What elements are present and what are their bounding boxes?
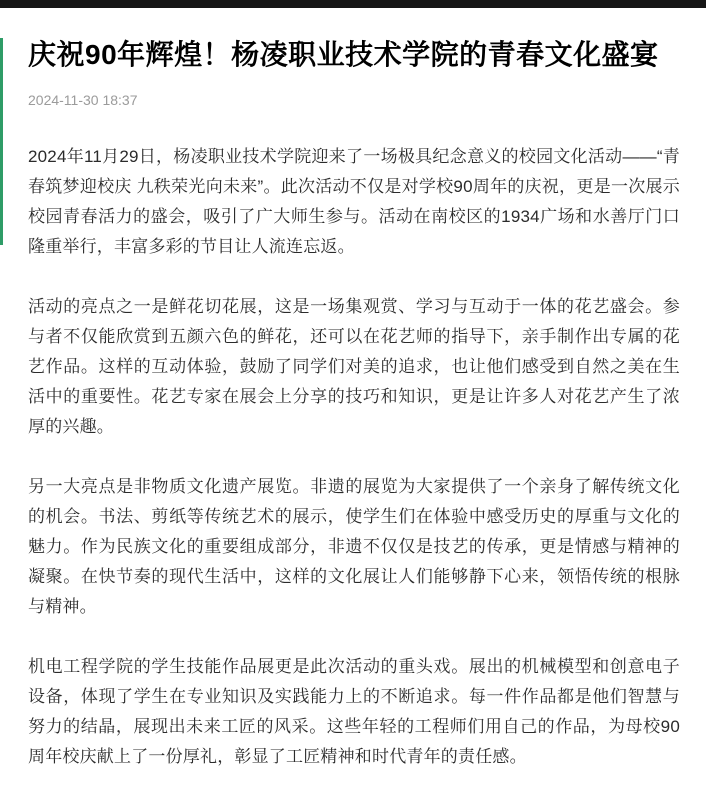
article-title: 庆祝90年辉煌！杨凌职业技术学院的青春文化盛宴 [28, 39, 659, 70]
article-paragraph: 机电工程学院的学生技能作品展更是此次活动的重头戏。展出的机械模型和创意电子设备，体现了学生在专业知识及实践能力上的不断追求。每一件作品都是他们智慧与努力的结晶，展现出未来工匠的风采。这些年轻的工程师们用自己的作品，为母校90周年校庆献上了一份厚礼，彰显了工匠精神和时代青年的责任感。 [28, 657, 680, 766]
article-date: 2024-11-30 18:37 [28, 92, 138, 108]
article-paragraph: 活动的亮点之一是鲜花切花展，这是一场集观赏、学习与互动于一体的花艺盛会。参与者不仅能欣赏到五颜六色的鲜花，还可以在花艺师的指导下，亲手制作出专属的花艺作品。这样的互动体验，鼓励了同学们对美的追求，也让他们感受到自然之美在生活中的重要性。花艺专家在展会上分享的技巧和知识，更是让许多人对花艺产生了浓厚的兴趣。 [28, 297, 680, 436]
article-paragraph: 2024年11月29日，杨凌职业技术学院迎来了一场极具纪念意义的校园文化活动——“青春筑梦迎校庆 九秩荣光向未来”。此次活动不仅是对学校90周年的庆祝，更是一次展示校园青春活力的盛会，吸引了广大师生参与。活动在南校区的1934广场和水善厅门口隆重举行，丰富多彩的节目让人流连忘返。 [28, 147, 680, 256]
article-container [0, 8, 706, 802]
top-bar [0, 0, 706, 8]
article-paragraph: 另一大亮点是非物质文化遗产展览。非遗的展览为大家提供了一个亲身了解传统文化的机会。书法、剪纸等传统艺术的展示，使学生们在体验中感受历史的厚重与文化的魅力。作为民族文化的重要组成部分，非遗不仅仅是技艺的传承，更是情感与精神的凝聚。在快节奏的现代生活中，这样的文化展让人们能够静下心来，领悟传统的根脉与精神。 [28, 477, 680, 616]
article-body [28, 142, 680, 772]
